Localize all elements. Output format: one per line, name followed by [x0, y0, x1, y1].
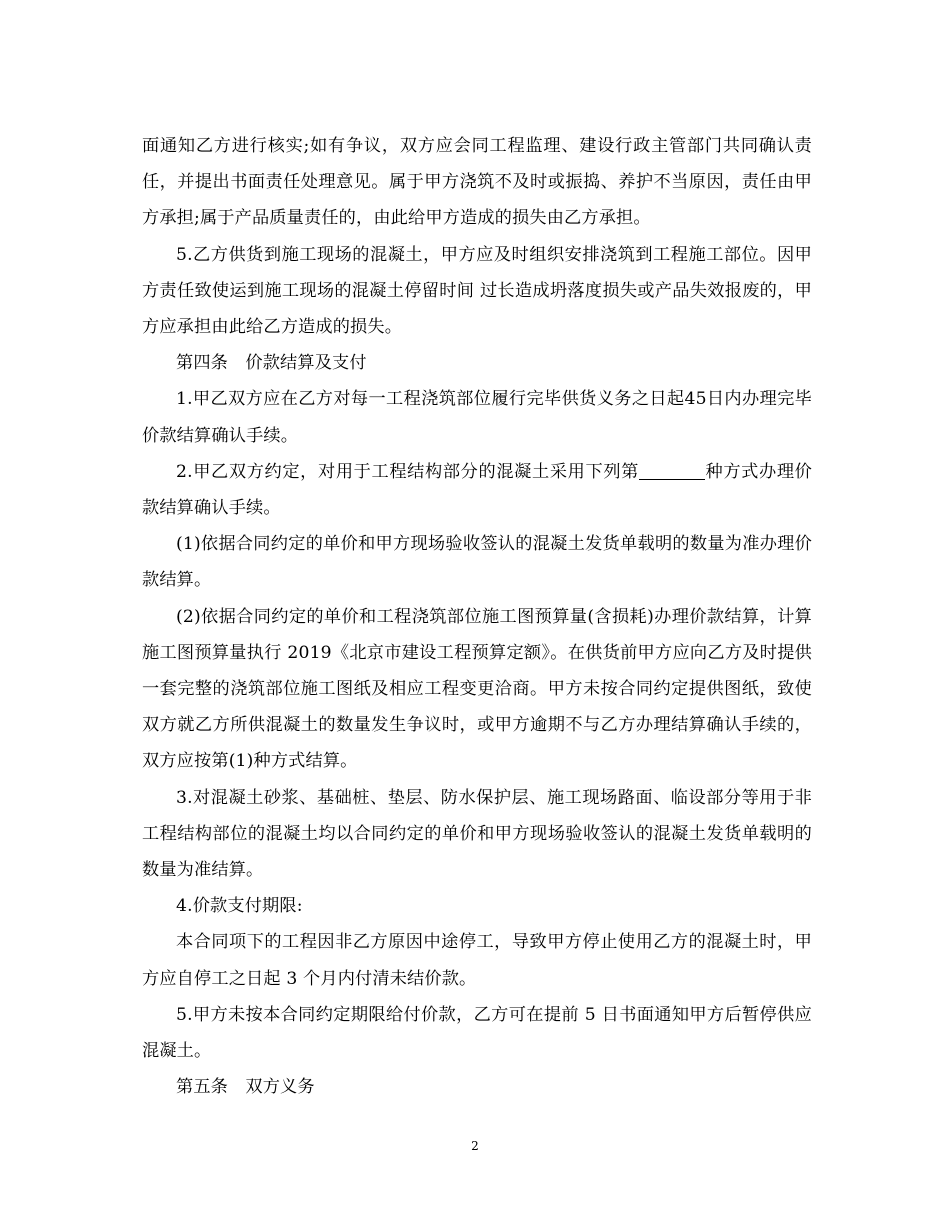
article-4-heading: 第四条 价款结算及支付	[176, 353, 367, 374]
fill-in-blank[interactable]	[639, 461, 705, 480]
document-body	[142, 128, 812, 1105]
paragraph-option-1: (1)依据合同约定的单价和甲方现场验收签认的混凝土发货单载明的数量为准办理价款结算。	[142, 534, 812, 591]
paragraph-option-2: (2)依据合同约定的单价和工程浇筑部位施工图预算量(含损耗)办理价款结算，计算施工图预算量执行 2019《北京市建设工程预算定额》。在供货前甲方应向乙方及时提供一套完整的浇筑部位施工图纸及相应工程变更洽商。甲方未按合同约定提供图纸，致使双方就乙方所供混凝土的数量发生争议时，或甲方逾期不与乙方办理结算确认手续的，双方应按第(1)种方式结算。	[142, 606, 812, 772]
paragraph-clause-4-2	[142, 454, 812, 526]
paragraph-clause-4-5: 5.甲方未按本合同约定期限给付价款，乙方可在提前 5 日书面通知甲方后暂停供应混凝土。	[142, 1004, 812, 1062]
page-number: 2	[471, 1139, 479, 1153]
paragraph-clause-4-4: 4.价款支付期限:	[176, 896, 303, 917]
paragraph-payment-term: 本合同项下的工程因非乙方原因中途停工，导致甲方停止使用乙方的混凝土时，甲方应自停工之日起 3 个月内付清未结价款。	[142, 932, 812, 989]
article-5-heading: 第五条 双方义务	[176, 1077, 315, 1098]
paragraph-clause-3-5: 5.乙方供货到施工现场的混凝土，甲方应及时组织安排浇筑到工程施工部位。因甲方责任致使运到施工现场的混凝土停留时间 过长造成坍落度损失或产品失效报废的，甲方应承担由此给乙方造成的损失。	[142, 244, 812, 338]
clause-4-2-text-before: 2.甲乙双方约定，对用于工程结构部分的混凝土采用下列第	[176, 461, 639, 482]
clause-4-2-text-after: 种方式办理价款结算确认手续。	[142, 461, 812, 519]
paragraph-continuation: 面通知乙方进行核实;如有争议，双方应会同工程监理、建设行政主管部门共同确认责任，并提出书面责任处理意见。属于甲方浇筑不及时或振捣、养护不当原因，责任由甲方承担;属于产品质量责任的，由此给甲方造成的损失由乙方承担。	[142, 136, 812, 229]
paragraph-clause-4-1: 1.甲乙双方应在乙方对每一工程浇筑部位履行完毕供货义务之日起45日内办理完毕价款结算确认手续。	[142, 389, 812, 446]
paragraph-clause-4-3: 3.对混凝土砂浆、基础桩、垫层、防水保护层、施工现场路面、临设部分等用于非工程结构部位的混凝土均以合同约定的单价和甲方现场验收签认的混凝土发货单载明的数量为准结算。	[142, 787, 812, 881]
